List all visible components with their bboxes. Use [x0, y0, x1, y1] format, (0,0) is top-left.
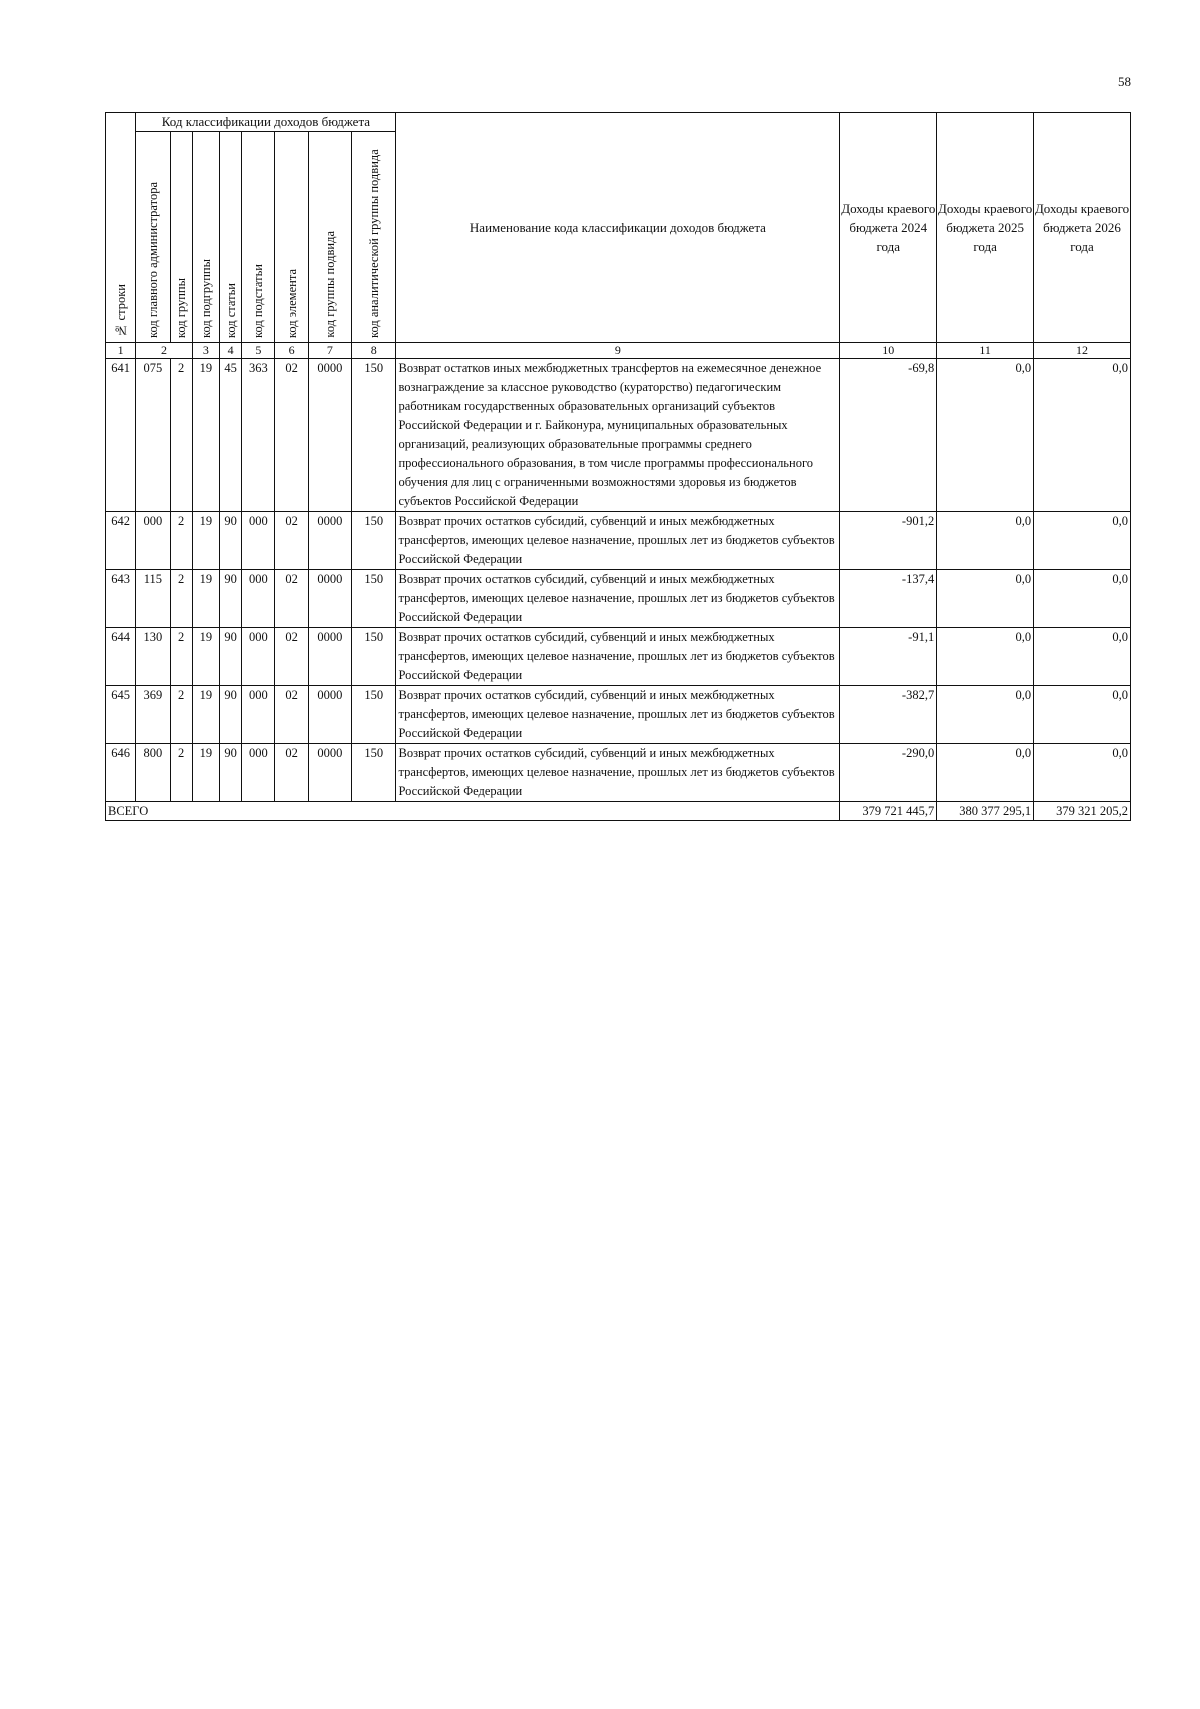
row-number-cell: 646: [106, 744, 136, 802]
admin-code-cell: 130: [136, 628, 170, 686]
element-code-cell: 02: [275, 359, 308, 512]
header-element-code: код элемента: [275, 132, 308, 343]
header-income-2026: Доходы краевого бюджета 2026 года: [1034, 113, 1131, 343]
header-admin-code: код главного администратора: [136, 132, 170, 343]
code-name-cell: Возврат прочих остатков субсидий, субвенций и иных межбюджетных трансфертов, имеющих целевое назначение, прошлых лет из бюджетов субъектов Российской Федерации: [396, 744, 840, 802]
subgroup-code-cell: 19: [192, 686, 219, 744]
element-code-cell: 02: [275, 686, 308, 744]
group-code-cell: 2: [170, 686, 192, 744]
header-article-code: код статьи: [219, 132, 241, 343]
table-row: [106, 512, 1131, 570]
subkind-group-code-cell: 0000: [308, 359, 351, 512]
income-2024-cell: -290,0: [840, 744, 937, 802]
header-group-code: код группы: [170, 132, 192, 343]
header-classification-code-group: Код классификации доходов бюджета: [136, 113, 396, 132]
code-name-cell: Возврат прочих остатков субсидий, субвенций и иных межбюджетных трансфертов, имеющих целевое назначение, прошлых лет из бюджетов субъектов Российской Федерации: [396, 512, 840, 570]
article-code-cell: 45: [219, 359, 241, 512]
admin-code-cell: 075: [136, 359, 170, 512]
row-number-cell: 643: [106, 570, 136, 628]
header-subarticle-code: код подстатьи: [242, 132, 275, 343]
subkind-group-code-cell: 0000: [308, 686, 351, 744]
analytic-group-code-cell: 150: [352, 744, 396, 802]
group-code-cell: 2: [170, 359, 192, 512]
table-row: [106, 686, 1131, 744]
admin-code-cell: 000: [136, 512, 170, 570]
element-code-cell: 02: [275, 512, 308, 570]
subarticle-code-cell: 000: [242, 686, 275, 744]
row-number-cell: 645: [106, 686, 136, 744]
subgroup-code-cell: 19: [192, 359, 219, 512]
column-number: 8: [352, 343, 396, 359]
group-code-cell: 2: [170, 570, 192, 628]
income-2026-cell: 0,0: [1034, 628, 1131, 686]
total-label: ВСЕГО: [106, 802, 840, 821]
header-subkind-group-code: код группы подвида: [308, 132, 351, 343]
subarticle-code-cell: 000: [242, 628, 275, 686]
header-income-2024: Доходы краевого бюджета 2024 года: [840, 113, 937, 343]
subgroup-code-cell: 19: [192, 744, 219, 802]
subarticle-code-cell: 000: [242, 744, 275, 802]
header-code-name: Наименование кода классификации доходов бюджета: [396, 113, 840, 343]
analytic-group-code-cell: 150: [352, 570, 396, 628]
income-2025-cell: 0,0: [937, 686, 1034, 744]
article-code-cell: 90: [219, 686, 241, 744]
income-2024-cell: -69,8: [840, 359, 937, 512]
total-2024-cell: 379 721 445,7: [840, 802, 937, 821]
income-2024-cell: -137,4: [840, 570, 937, 628]
code-name-cell: Возврат остатков иных межбюджетных трансфертов на ежемесячное денежное вознаграждение за классное руководство (кураторство) педагогическим работникам государственных образовательных организаций субъектов Российской Федерации и г. Байконура, муниципальных образовательных организаций, реализующих образовательные программы среднего профессионального образования, в том числе программы профессионального обучения для лиц с ограниченными возможностями здоровья из бюджетов субъектов Российской Федерации: [396, 359, 840, 512]
income-2024-cell: -901,2: [840, 512, 937, 570]
income-2024-cell: -382,7: [840, 686, 937, 744]
subgroup-code-cell: 19: [192, 628, 219, 686]
subarticle-code-cell: 000: [242, 570, 275, 628]
income-2025-cell: 0,0: [937, 570, 1034, 628]
subarticle-code-cell: 000: [242, 512, 275, 570]
column-number: 3: [192, 343, 219, 359]
table-row: [106, 570, 1131, 628]
article-code-cell: 90: [219, 512, 241, 570]
income-2025-cell: 0,0: [937, 512, 1034, 570]
column-number: 7: [308, 343, 351, 359]
group-code-cell: 2: [170, 628, 192, 686]
income-2025-cell: 0,0: [937, 628, 1034, 686]
article-code-cell: 90: [219, 570, 241, 628]
subgroup-code-cell: 19: [192, 512, 219, 570]
header-row-group: [106, 113, 1131, 132]
income-2025-cell: 0,0: [937, 744, 1034, 802]
row-number-cell: 642: [106, 512, 136, 570]
column-numbers-row: [106, 343, 1131, 359]
page-number: 58: [1118, 74, 1131, 89]
analytic-group-code-cell: 150: [352, 628, 396, 686]
subkind-group-code-cell: 0000: [308, 744, 351, 802]
income-2026-cell: 0,0: [1034, 744, 1131, 802]
column-number: 9: [396, 343, 840, 359]
income-2026-cell: 0,0: [1034, 512, 1131, 570]
admin-code-cell: 800: [136, 744, 170, 802]
element-code-cell: 02: [275, 628, 308, 686]
subgroup-code-cell: 19: [192, 570, 219, 628]
subkind-group-code-cell: 0000: [308, 570, 351, 628]
income-2025-cell: 0,0: [937, 359, 1034, 512]
budget-income-table: [105, 112, 1131, 821]
column-number: 11: [937, 343, 1034, 359]
column-number: 12: [1034, 343, 1131, 359]
code-name-cell: Возврат прочих остатков субсидий, субвенций и иных межбюджетных трансфертов, имеющих целевое назначение, прошлых лет из бюджетов субъектов Российской Федерации: [396, 628, 840, 686]
table-row: [106, 744, 1131, 802]
subkind-group-code-cell: 0000: [308, 512, 351, 570]
analytic-group-code-cell: 150: [352, 359, 396, 512]
analytic-group-code-cell: 150: [352, 686, 396, 744]
element-code-cell: 02: [275, 570, 308, 628]
income-2024-cell: -91,1: [840, 628, 937, 686]
header-row-number: № строки: [106, 113, 136, 343]
code-name-cell: Возврат прочих остатков субсидий, субвенций и иных межбюджетных трансфертов, имеющих целевое назначение, прошлых лет из бюджетов субъектов Российской Федерации: [396, 570, 840, 628]
analytic-group-code-cell: 150: [352, 512, 396, 570]
header-analytic-group-code: код аналитической группы подвида: [352, 132, 396, 343]
income-2026-cell: 0,0: [1034, 359, 1131, 512]
column-number: 5: [242, 343, 275, 359]
subarticle-code-cell: 363: [242, 359, 275, 512]
total-row: [106, 802, 1131, 821]
group-code-cell: 2: [170, 512, 192, 570]
income-2026-cell: 0,0: [1034, 570, 1131, 628]
row-number-cell: 641: [106, 359, 136, 512]
table-row: [106, 359, 1131, 512]
header-income-2025: Доходы краевого бюджета 2025 года: [937, 113, 1034, 343]
article-code-cell: 90: [219, 744, 241, 802]
header-subgroup-code: код подгруппы: [192, 132, 219, 343]
table-row: [106, 628, 1131, 686]
total-2025-cell: 380 377 295,1: [937, 802, 1034, 821]
article-code-cell: 90: [219, 628, 241, 686]
subkind-group-code-cell: 0000: [308, 628, 351, 686]
column-number: 2: [136, 343, 192, 359]
column-number: 1: [106, 343, 136, 359]
income-2026-cell: 0,0: [1034, 686, 1131, 744]
row-number-cell: 644: [106, 628, 136, 686]
column-number: 10: [840, 343, 937, 359]
code-name-cell: Возврат прочих остатков субсидий, субвенций и иных межбюджетных трансфертов, имеющих целевое назначение, прошлых лет из бюджетов субъектов Российской Федерации: [396, 686, 840, 744]
column-number: 6: [275, 343, 308, 359]
admin-code-cell: 115: [136, 570, 170, 628]
admin-code-cell: 369: [136, 686, 170, 744]
column-number: 4: [219, 343, 241, 359]
element-code-cell: 02: [275, 744, 308, 802]
total-2026-cell: 379 321 205,2: [1034, 802, 1131, 821]
group-code-cell: 2: [170, 744, 192, 802]
